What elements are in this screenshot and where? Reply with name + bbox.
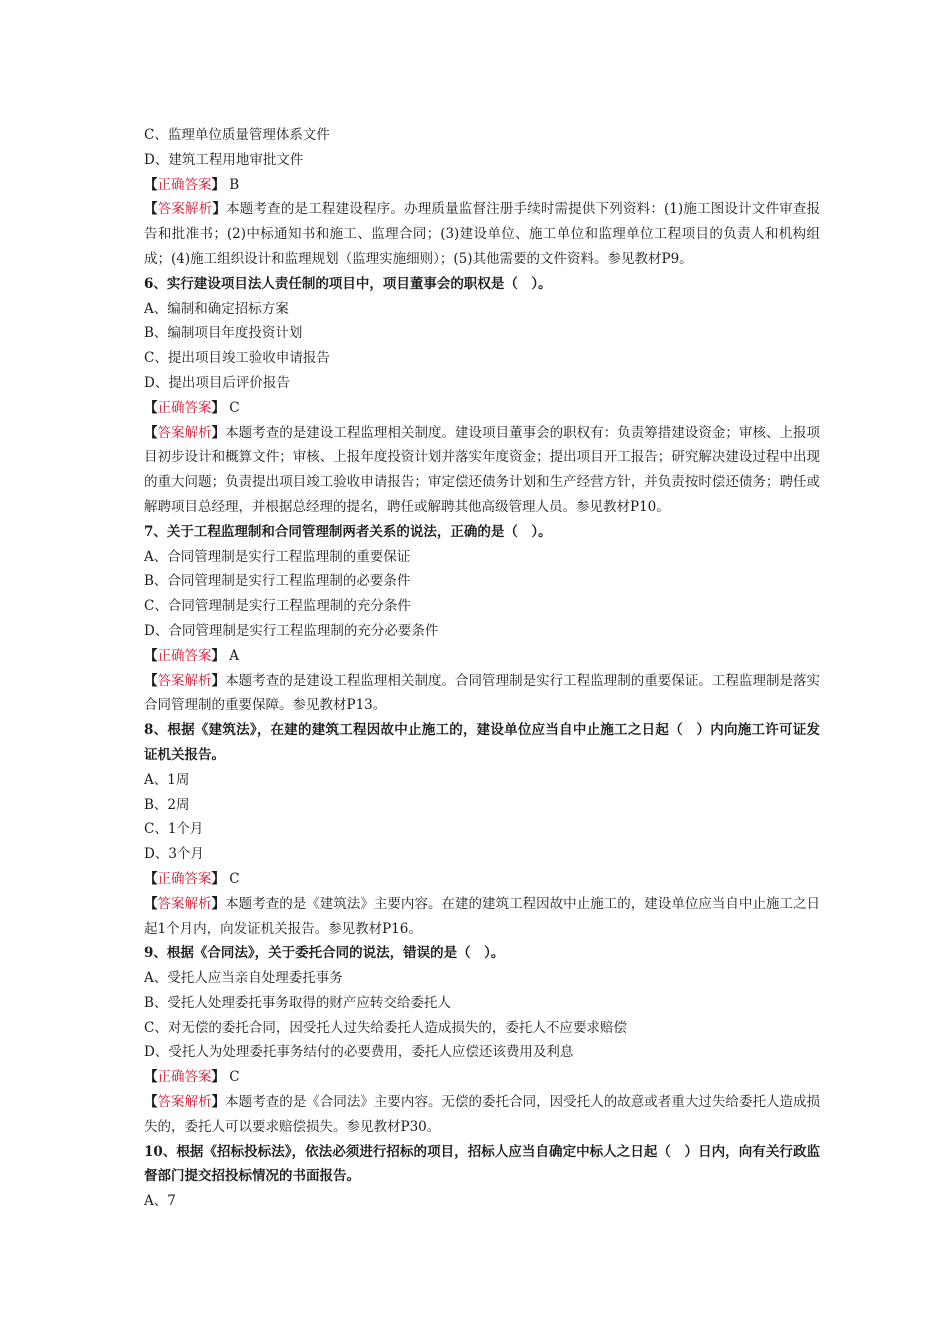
answer-explanation: 【答案解析】本题考查的是工程建设程序。办理质量监督注册手续时需提供下列资料：(1)施工图设计文件审查报告和批准书；(2)中标通知书和施工、监理合同；(3)建设单位、施工单位和监理单位工程项目的负责人和机构组成；(4)施工组织设计和监理规划（监理实施细则）；(5)其他需要的文件资料。参见教材P9。 [144, 201, 821, 267]
option-d: D、提出项目后评价报告 [144, 374, 290, 391]
answer-explanation: 【答案解析】本题考查的是建设工程监理相关制度。建设项目董事会的职权有：负责筹措建设资金；审核、上报项目初步设计和概算文件；审核、上报年度投资计划并落实年度资金；提出项目开工报告；研究解决建设过程中出现的重大问题；负责提出项目竣工验收申请报告；审定偿还债务计划和生产经营方针，并负责按时偿还债务；聘任或解聘项目总经理，并根据总经理的提名，聘任或解聘其他高级管理人员。参见教材P10。 [144, 424, 821, 515]
question-8: 8、根据《建筑法》，在建的建筑工程因故中止施工的，建设单位应当自中止施工之日起（ ）内向施工许可证发证机关报告。 [144, 722, 820, 763]
option-d: D、3个月 [144, 846, 204, 863]
answer-label: 正确答案 [157, 1069, 212, 1086]
question-9: 9、根据《合同法》，关于委托合同的说法，错误的是（ ）。 [144, 945, 505, 962]
answer-explanation: 【答案解析】本题考查的是《合同法》主要内容。无偿的委托合同，因受托人的故意或者重大过失给委托人造成损失的，委托人可以要求赔偿损失。参见教材P30。 [144, 1094, 821, 1135]
analysis-label: 答案解析 [157, 1094, 212, 1111]
option-c: C、对无偿的委托合同，因受托人过失给委托人造成损失的，委托人不应要求赔偿 [144, 1019, 627, 1036]
option-a: A、7 [144, 1193, 176, 1210]
option-d: D、受托人为处理委托事务结付的必要费用，委托人应偿还该费用及利息 [144, 1044, 574, 1061]
answer-label: 正确答案 [157, 176, 212, 193]
option-b: B、受托人处理委托事务取得的财产应转交给委托人 [144, 994, 451, 1011]
correct-answer: 【正确答案】 C [144, 1069, 240, 1086]
option-a: A、受托人应当亲自处理委托事务 [144, 970, 343, 987]
correct-answer: 【正确答案】 B [144, 176, 240, 193]
question-7: 7、关于工程监理制和合同管理制两者关系的说法，正确的是（ ）。 [144, 523, 552, 540]
option-c: C、合同管理制是实行工程监理制的充分条件 [144, 598, 411, 615]
analysis-label: 答案解析 [157, 895, 212, 912]
option-d: D、合同管理制是实行工程监理制的充分必要条件 [144, 622, 439, 639]
analysis-label: 答案解析 [157, 424, 212, 441]
option-c: C、监理单位质量管理体系文件 [144, 127, 330, 143]
option-c: C、提出项目竣工验收申请报告 [144, 350, 330, 367]
answer-explanation: 【答案解析】本题考查的是建设工程监理相关制度。合同管理制是实行工程监理制的重要保证。工程监理制是落实合同管理制的重要保障。参见教材P13。 [144, 672, 821, 714]
question-6: 6、实行建设项目法人责任制的项目中，项目董事会的职权是（ ）。 [144, 275, 552, 292]
correct-answer: 【正确答案】 C [144, 870, 240, 887]
option-a: A、1周 [144, 771, 190, 788]
answer-explanation: 【答案解析】本题考查的是《建筑法》主要内容。在建的建筑工程因故中止施工的，建设单位应当自中止施工之日起1个月内，向发证机关报告。参见教材P16。 [144, 895, 821, 937]
option-d: D、建筑工程用地审批文件 [144, 151, 304, 168]
analysis-label: 答案解析 [157, 672, 212, 689]
answer-label: 正确答案 [157, 399, 212, 416]
correct-answer: 【正确答案】 A [144, 647, 240, 664]
option-c: C、1个月 [144, 821, 204, 838]
option-b: B、2周 [144, 796, 190, 813]
option-a: A、合同管理制是实行工程监理制的重要保证 [144, 548, 411, 565]
correct-answer: 【正确答案】 C [144, 399, 240, 416]
option-b: B、合同管理制是实行工程监理制的必要条件 [144, 573, 411, 590]
answer-label: 正确答案 [157, 870, 212, 887]
question-10: 10、根据《招标投标法》，依法必须进行招标的项目，招标人应当自确定中标人之日起（ ）日内，向有关行政监督部门提交招投标情况的书面报告。 [144, 1143, 820, 1185]
analysis-label: 答案解析 [157, 201, 213, 218]
answer-label: 正确答案 [157, 647, 212, 664]
option-b: B、编制项目年度投资计划 [144, 325, 303, 342]
option-a: A、编制和确定招标方案 [144, 300, 289, 317]
